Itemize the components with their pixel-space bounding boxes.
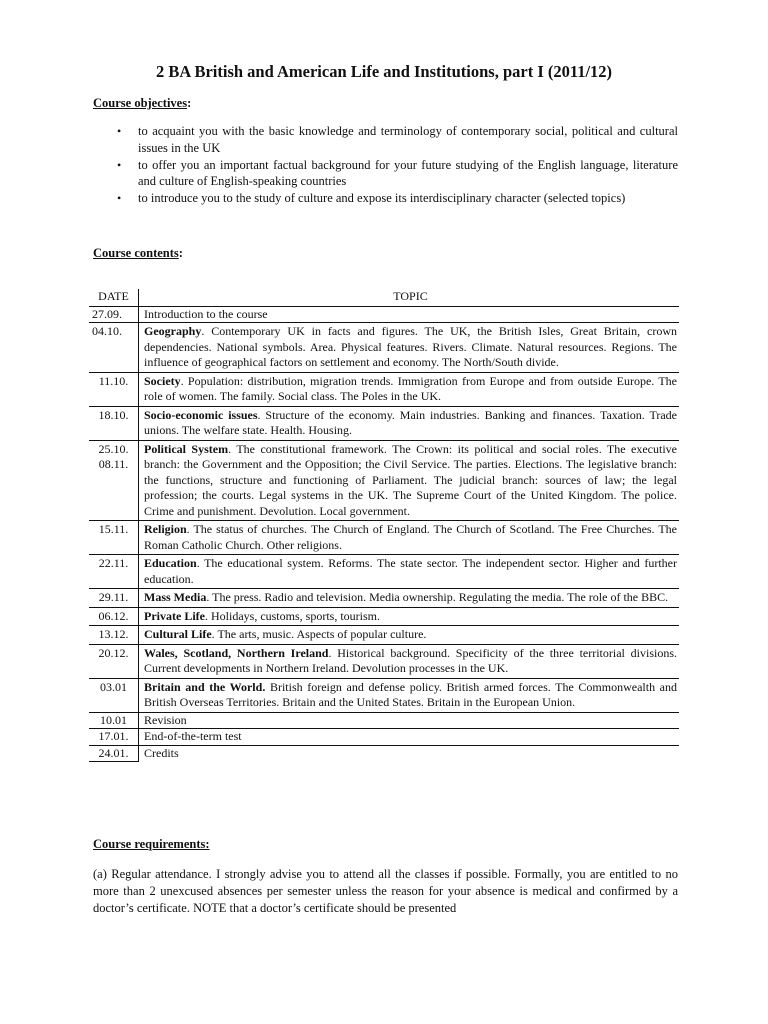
bullet-icon: • [117,191,122,205]
row-topic-text: British foreign and defense policy. British armed forces. The Commonwealth and British Overseas Territories. Britain and the United States. Britain in the European Union. [144,679,678,709]
row-date: 24.01. [89,745,139,762]
table-row [89,729,679,746]
objective-item [93,190,678,207]
row-topic-bold: Society [144,373,181,388]
contents-heading [93,246,183,261]
row-date: 22.11. [89,555,139,589]
row-topic [139,644,680,678]
row-topic-bold: Geography [144,324,202,338]
row-topic-text: End-of-the-term test [144,729,242,743]
table-row [89,607,679,626]
row-topic-text: Revision [144,712,187,727]
table-row [89,372,679,406]
row-topic [139,607,680,626]
row-topic [139,521,680,555]
table-row [89,440,679,521]
table-row [89,745,679,762]
row-topic-bold: Private Life [144,608,205,623]
row-date: 13.12. [89,626,139,645]
row-date: 29.11. [89,589,139,608]
row-topic [139,306,680,323]
contents-heading-text: Course contents [93,246,179,260]
objective-item [93,123,678,156]
row-topic [139,589,680,608]
requirements-heading-text: Course requirements: [93,837,210,851]
objective-text: to acquaint you with the basic knowledge and terminology of contemporary social, political and cultural issues in the UK [138,124,678,155]
topic-column-header: TOPIC [139,289,680,306]
objectives-heading [93,96,191,111]
row-date-second: 08.11. [98,457,129,471]
row-date: 06.12. [89,607,139,626]
row-topic [139,555,680,589]
table-row [89,306,679,323]
objectives-list [93,123,678,207]
table-row [89,626,679,645]
row-topic [139,406,680,440]
row-topic-bold: Mass Media [144,590,207,604]
objectives-heading-text: Course objectives [93,96,188,110]
row-topic-bold: Political System [144,441,229,456]
row-topic-text: . Contemporary UK in facts and figures. The UK, the British Isles, Great Britain, crown dependencies. National symbols. Area. Physical features. Rivers. Climate. Natural resources. Regions. The influence of geographical factors on settlement and economy. The North/South divide. [144,324,677,369]
row-topic-text: . The constitutional framework. The Crown: its political and social roles. The executive branch: the Government and the Opposition; the Civil Service. The parties. Elections. The legislative branch: the functions, structure and functioning of Parliament. The judicial branch: sources of law; the legal profession; the courts. Legal systems in the UK. The Supreme Court of the United Kingdom. The police. Crime and punishment. Devolution. Local government. [144,441,678,518]
row-date: 04.10. [89,323,139,373]
objectives-heading-colon: : [187,96,192,110]
row-topic [139,323,680,373]
row-topic [139,729,680,746]
objective-item [93,157,678,190]
row-topic-bold: Wales, Scotland, Northern Ireland [144,645,329,660]
row-topic-text: . The press. Radio and television. Media ownership. Regulating the media. The role of the BBC. [206,590,669,604]
row-topic [139,712,680,729]
row-topic-text: . Structure of the economy. Main industries. Banking and finances. Taxation. Trade unions. The welfare state. Health. Housing. [144,407,678,437]
row-date: 17.01. [89,729,139,746]
row-date: 10.01 [89,712,139,729]
row-topic [139,440,680,521]
row-date-first: 25.10. [98,441,129,456]
row-topic-bold: Socio-economic issues [144,407,258,422]
row-topic-bold: Education [144,556,197,570]
table-row [89,323,679,373]
table-row [89,555,679,589]
schedule-table [89,289,679,762]
bullet-icon: • [117,124,122,138]
row-date: 03.01 [89,678,139,712]
bullet-icon: • [117,157,122,172]
row-topic [139,745,680,762]
row-topic-text: . The arts, music. Aspects of popular culture. [211,627,427,641]
row-topic [139,372,680,406]
row-date: 15.11. [89,521,139,555]
requirements-paragraph: (a) Regular attendance. I strongly advise you to attend all the classes if possible. Formally, you are entitled to no more than 2 unexcused absences per semester unless the reason for your absence is medical and confirmed by a doctor’s certificate. NOTE that a doctor’s certificate should be presented [93,867,678,915]
row-topic-text: Introduction to the course [144,306,268,321]
table-row [89,589,679,608]
row-topic-bold: Britain and the World. [144,679,266,694]
row-date: 11.10. [89,372,139,406]
schedule-header-row [89,289,679,306]
table-row [89,644,679,678]
table-row [89,678,679,712]
row-topic-text: . Population: distribution, migration trends. Immigration from Europe and from outside Europe. The role of women. The family. Social class. The Poles in the UK. [144,373,677,403]
table-row [89,406,679,440]
row-date: 20.12. [89,644,139,678]
row-date: 27.09. [89,306,139,323]
row-topic-bold: Religion [144,522,187,536]
table-row [89,521,679,555]
row-topic-text: . Historical background. Specificity of the three territorial divisions. Current developments in Northern Ireland. Devolution processes in the UK. [144,645,678,675]
row-topic-text: Credits [144,745,179,760]
row-date [89,440,139,521]
row-topic-text: . The status of churches. The Church of England. The Church of Scotland. The Free Churches. The Roman Catholic Church. Other religions. [144,522,677,552]
row-topic [139,678,680,712]
document-title: 2 BA British and American Life and Institutions, part I (2011/12) [155,62,613,81]
contents-heading-colon: : [178,246,183,260]
row-topic-text: . Holidays, customs, sports, tourism. [204,608,380,623]
requirements-heading [93,837,210,852]
row-date: 18.10. [89,406,139,440]
objective-text: to introduce you to the study of culture and expose its interdisciplinary character (selected topics) [138,191,626,205]
row-topic-bold: Cultural Life [144,627,212,641]
objective-text: to offer you an important factual background for your future studying of the English language, literature and culture of English-speaking countries [138,157,678,188]
row-topic [139,626,680,645]
row-topic-text: . The educational system. Reforms. The state sector. The independent sector. Higher and further education. [144,556,677,586]
date-column-header: DATE [98,289,129,303]
table-row [89,712,679,729]
